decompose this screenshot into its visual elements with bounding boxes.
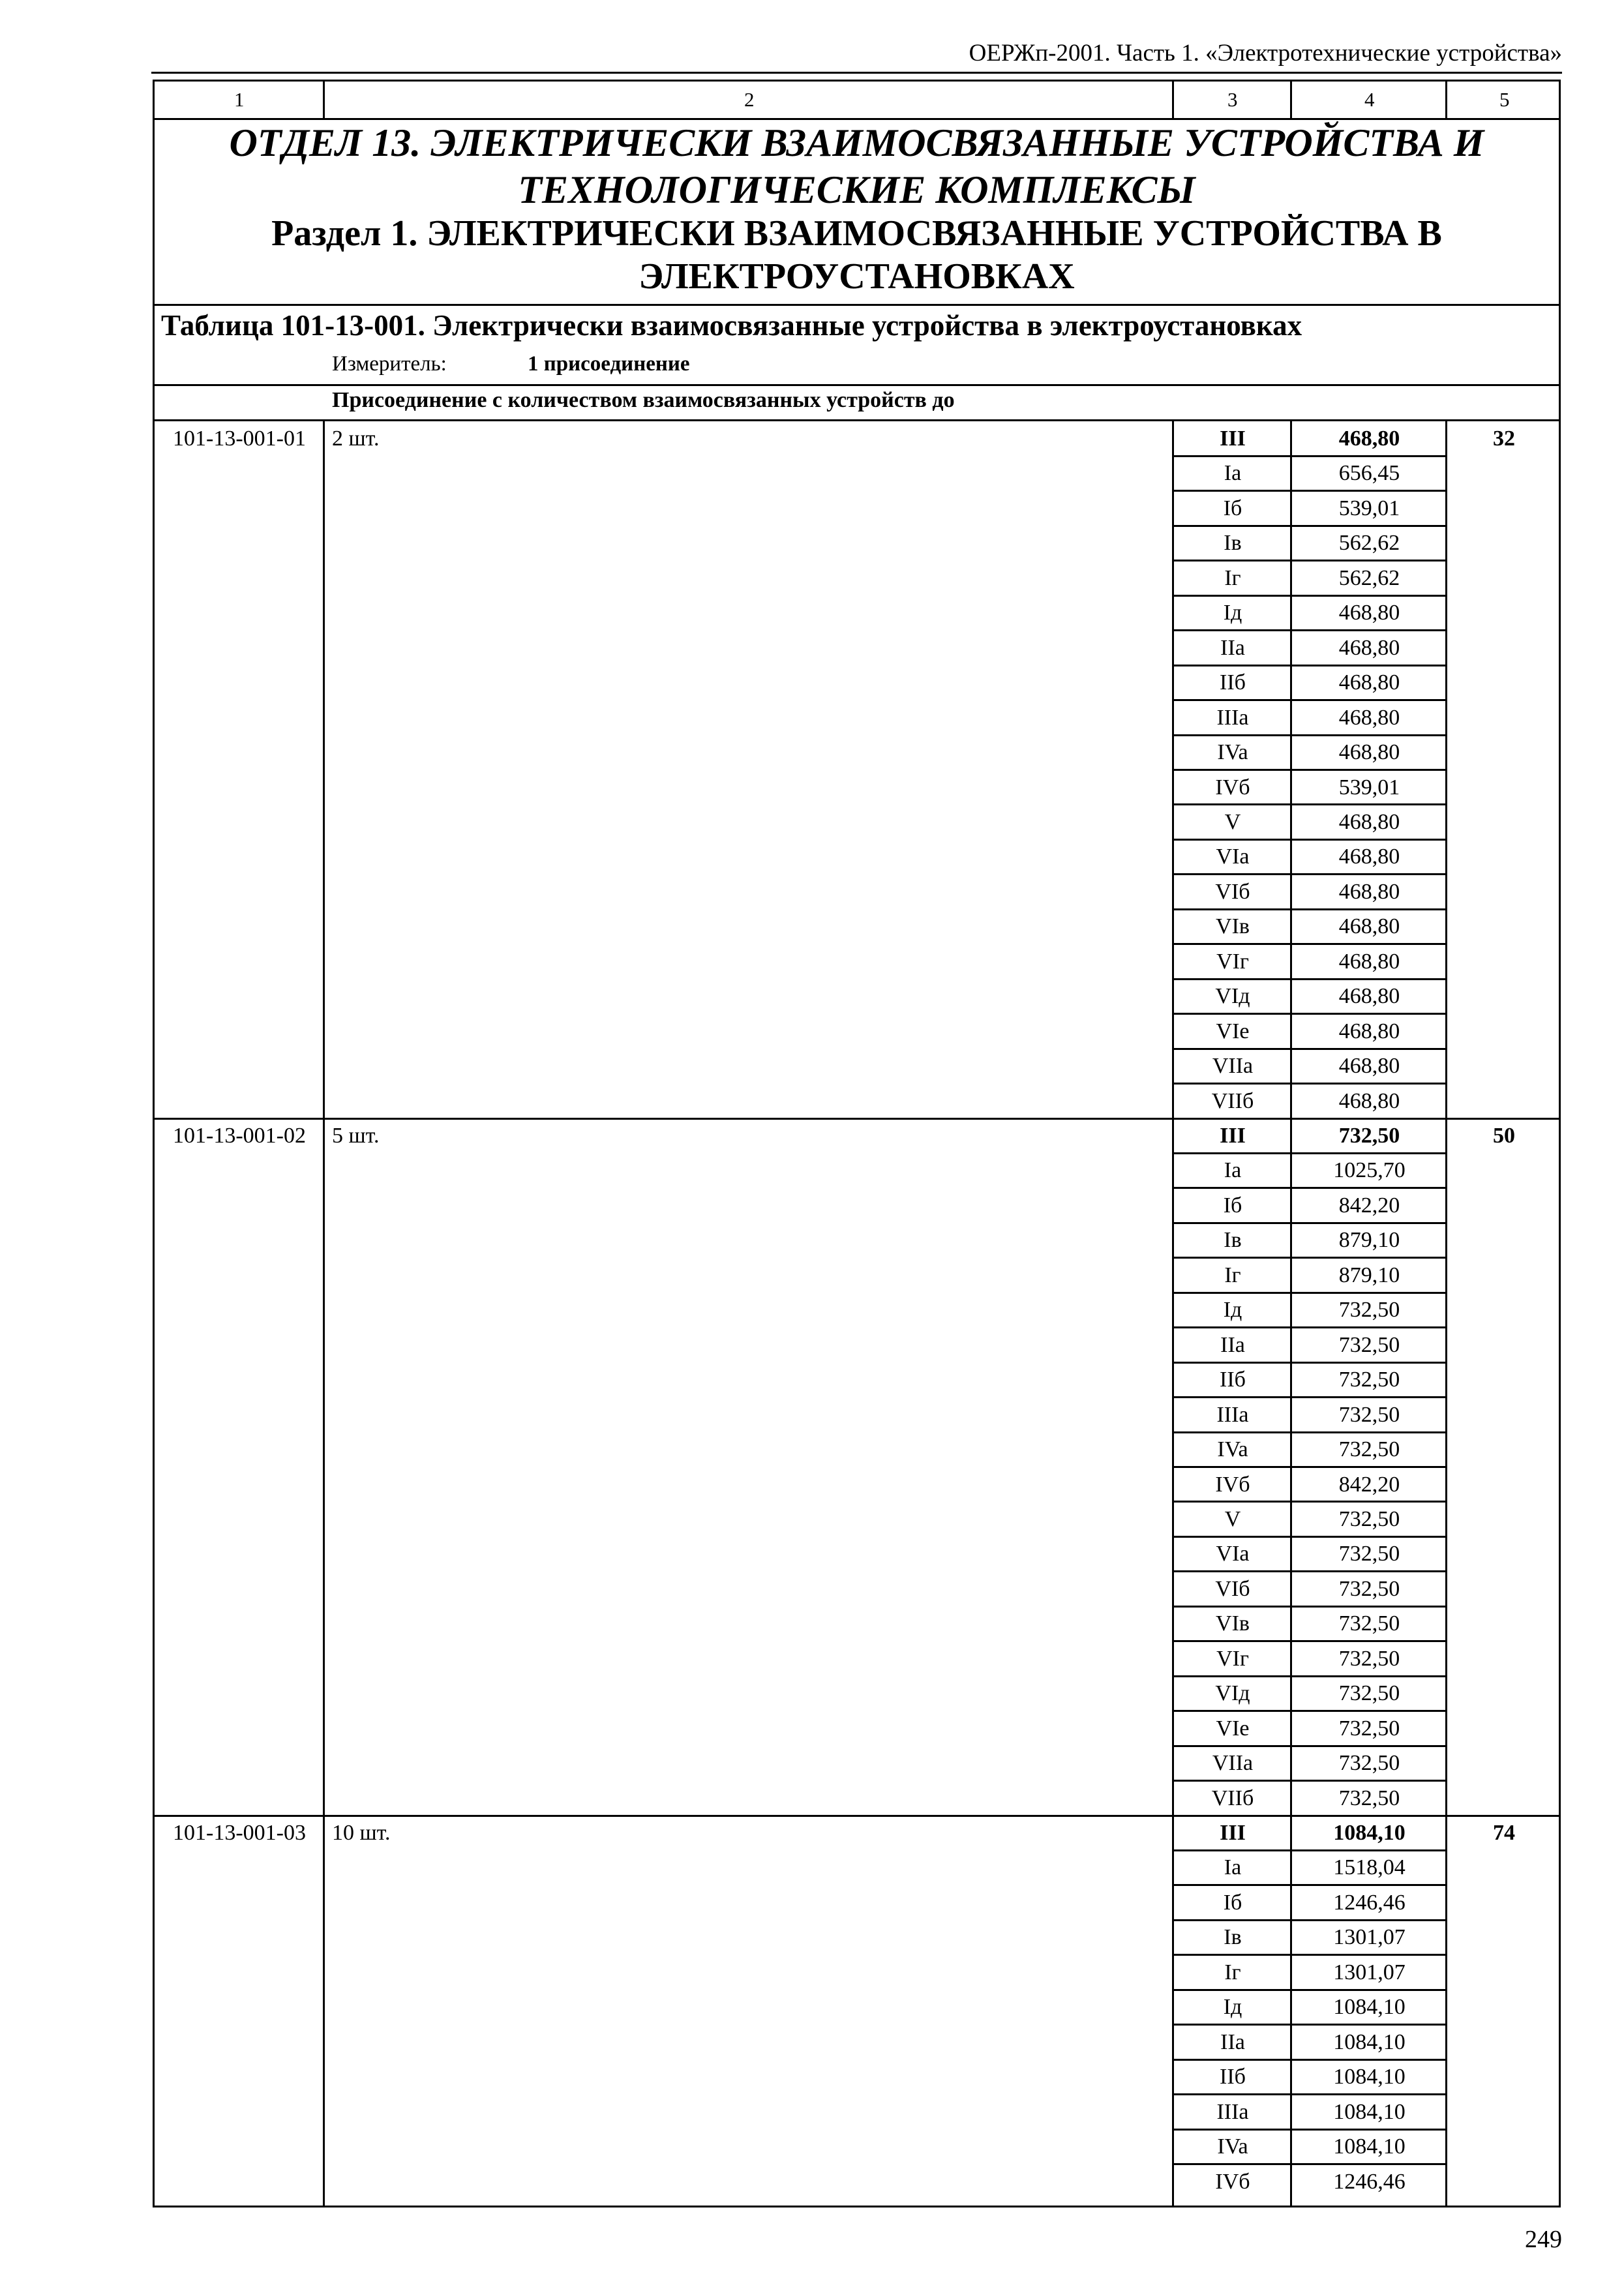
price-value: 732,50 (1338, 1506, 1400, 1531)
price-value: 468,80 (1338, 635, 1400, 660)
zone-code: V (1224, 1506, 1241, 1531)
item-description: 10 шт. (332, 1821, 391, 1845)
zone-code: VIв (1216, 914, 1250, 939)
price-value: 1084,10 (1333, 1821, 1406, 1845)
zone-code: IIб (1220, 670, 1246, 695)
price-value: 468,80 (1338, 426, 1400, 451)
zone-code: V (1224, 809, 1241, 834)
item-labor: 74 (1493, 1821, 1515, 1845)
price-value: 732,50 (1338, 1402, 1400, 1427)
column-number-1: 1 (234, 88, 245, 111)
zone-code: IIIa (1216, 705, 1249, 730)
price-value: 1084,10 (1333, 1995, 1406, 2020)
zone-code: IVa (1217, 740, 1248, 765)
price-value: 468,80 (1338, 914, 1400, 939)
zone-code: IIIa (1216, 2099, 1249, 2124)
price-value: 1084,10 (1333, 2099, 1406, 2124)
zone-code: Iб (1223, 1890, 1242, 1915)
item-code: 101-13-001-02 (173, 1124, 306, 1148)
zone-code: Iг (1224, 1960, 1241, 1984)
zone-code: VIд (1215, 984, 1250, 1009)
zone-code: VIг (1216, 1646, 1249, 1671)
price-value: 732,50 (1338, 1751, 1400, 1776)
price-value: 468,80 (1338, 1054, 1400, 1079)
price-value: 1301,07 (1333, 1960, 1406, 1984)
price-value: 468,80 (1338, 740, 1400, 765)
column-number-3: 3 (1227, 88, 1238, 111)
item-labor: 50 (1493, 1124, 1515, 1148)
zone-code: VIIa (1212, 1751, 1254, 1776)
price-value: 468,80 (1338, 984, 1400, 1009)
price-value: 879,10 (1338, 1263, 1400, 1287)
zone-code: VIe (1216, 1716, 1250, 1741)
item-description: 5 шт. (332, 1124, 380, 1148)
price-value: 732,50 (1338, 1368, 1400, 1392)
division-title: ОТДЕЛ 13. ЭЛЕКТРИЧЕСКИ ВЗАИМОСВЯЗАННЫЕ УСТРОЙСТВА И ТЕХНОЛОГИЧЕСКИЕ КОМПЛЕКСЫ (229, 121, 1484, 211)
zone-code: VIIa (1212, 1054, 1254, 1079)
zone-code: VIe (1216, 1019, 1250, 1043)
group-header: Присоединение с количеством взаимосвязанных устройств до (332, 388, 955, 412)
zone-code: Iв (1224, 531, 1242, 556)
zone-code: VIa (1216, 1542, 1250, 1566)
price-value: 1246,46 (1333, 2169, 1406, 2194)
colnum-divider (1172, 82, 1174, 118)
price-value: 732,50 (1338, 1576, 1400, 1601)
zone-code: III (1220, 426, 1246, 451)
item-labor: 32 (1493, 426, 1515, 451)
zone-code: IIa (1220, 1332, 1245, 1357)
meter-label: Измеритель: (332, 352, 447, 376)
zone-code: IIб (1220, 2065, 1246, 2089)
zone-code: Ia (1224, 1158, 1242, 1183)
zone-code: VIв (1216, 1611, 1250, 1636)
zone-code: VIIб (1211, 1786, 1254, 1810)
price-value: 732,50 (1338, 1332, 1400, 1357)
zone-code: Iв (1224, 1925, 1242, 1950)
zone-code: IIa (1220, 2029, 1245, 2054)
price-value: 1025,70 (1333, 1158, 1406, 1183)
zone-code: VIб (1215, 1576, 1250, 1601)
price-value: 1084,10 (1333, 2029, 1406, 2054)
price-value: 468,80 (1338, 879, 1400, 904)
price-table (153, 80, 1561, 2207)
price-value: 468,80 (1338, 949, 1400, 974)
price-value: 539,01 (1338, 496, 1400, 520)
meter-divider (155, 384, 1559, 386)
price-value: 732,50 (1338, 1298, 1400, 1323)
zone-code: Iг (1224, 565, 1241, 590)
zone-code: Iб (1223, 496, 1242, 520)
price-value: 732,50 (1338, 1124, 1400, 1148)
column-divider (323, 419, 325, 2206)
price-value: 732,50 (1338, 1646, 1400, 1671)
price-value: 1518,04 (1333, 1855, 1406, 1880)
price-value: 468,80 (1338, 809, 1400, 834)
price-value: 468,80 (1338, 1019, 1400, 1043)
price-value: 732,50 (1338, 1437, 1400, 1462)
price-value: 562,62 (1338, 565, 1400, 590)
zone-code: IIIa (1216, 1402, 1249, 1427)
zone-code: III (1220, 1124, 1246, 1148)
title-divider (155, 304, 1559, 306)
price-value: 732,50 (1338, 1786, 1400, 1810)
zone-code: Ia (1224, 461, 1242, 486)
zone-code: IVa (1217, 1437, 1248, 1462)
price-value: 468,80 (1338, 601, 1400, 625)
item-code: 101-13-001-03 (173, 1821, 306, 1845)
colnum-divider (1290, 82, 1292, 118)
price-value: 468,80 (1338, 670, 1400, 695)
zone-code: VIд (1215, 1681, 1250, 1706)
column-number-row (155, 82, 1559, 120)
zone-code: III (1220, 1821, 1246, 1845)
item-description: 2 шт. (332, 426, 380, 451)
zone-code: VIг (1216, 949, 1249, 974)
zone-code: VIб (1215, 879, 1250, 904)
price-value: 879,10 (1338, 1228, 1400, 1253)
zone-code: Iд (1223, 1995, 1242, 2020)
price-value: 1084,10 (1333, 2065, 1406, 2089)
price-value: 468,80 (1338, 1088, 1400, 1113)
zone-code: Ia (1224, 1855, 1242, 1880)
page-number: 249 (1525, 2226, 1562, 2253)
zone-code: Iд (1223, 1298, 1242, 1323)
colnum-divider (323, 82, 325, 118)
price-value: 842,20 (1338, 1193, 1400, 1218)
price-value: 468,80 (1338, 705, 1400, 730)
colnum-divider (1445, 82, 1447, 118)
meter-value: 1 присоединение (528, 352, 690, 376)
price-value: 468,80 (1338, 845, 1400, 869)
price-value: 842,20 (1338, 1472, 1400, 1497)
zone-code: IVб (1215, 2169, 1250, 2194)
item-code: 101-13-001-01 (173, 426, 306, 451)
column-number-4: 4 (1364, 88, 1375, 111)
zone-code: VIIб (1211, 1088, 1254, 1113)
column-number-2: 2 (744, 88, 755, 111)
section-title: Раздел 1. ЭЛЕКТРИЧЕСКИ ВЗАИМОСВЯЗАННЫЕ УСТРОЙСТВА В ЭЛЕКТРОУСТАНОВКАХ (271, 213, 1442, 297)
zone-code: IVa (1217, 2134, 1248, 2159)
column-number-5: 5 (1499, 88, 1510, 111)
zone-code: IIб (1220, 1368, 1246, 1392)
price-value: 1084,10 (1333, 2134, 1406, 2159)
zone-code: Iд (1223, 601, 1242, 625)
zone-code: IIa (1220, 635, 1245, 660)
running-header: ОЕРЖп-2001. Часть 1. «Электротехнические устройства» (969, 40, 1562, 67)
header-rule (151, 72, 1562, 74)
price-value: 732,50 (1338, 1611, 1400, 1636)
zone-code: Iв (1224, 1228, 1242, 1253)
table-title: Таблица 101-13-001. Электрически взаимосвязанные устройства в электроустановках (161, 309, 1302, 342)
zone-code: IVб (1215, 1472, 1250, 1497)
zone-code: Iб (1223, 1193, 1242, 1218)
price-value: 732,50 (1338, 1716, 1400, 1741)
zone-code: IVб (1215, 775, 1250, 800)
price-value: 732,50 (1338, 1542, 1400, 1566)
price-value: 1301,07 (1333, 1925, 1406, 1950)
price-value: 1246,46 (1333, 1890, 1406, 1915)
price-value: 539,01 (1338, 775, 1400, 800)
zone-code: Iг (1224, 1263, 1241, 1287)
price-value: 732,50 (1338, 1681, 1400, 1706)
price-value: 656,45 (1338, 461, 1400, 486)
price-value: 562,62 (1338, 531, 1400, 556)
zone-code: VIa (1216, 845, 1250, 869)
